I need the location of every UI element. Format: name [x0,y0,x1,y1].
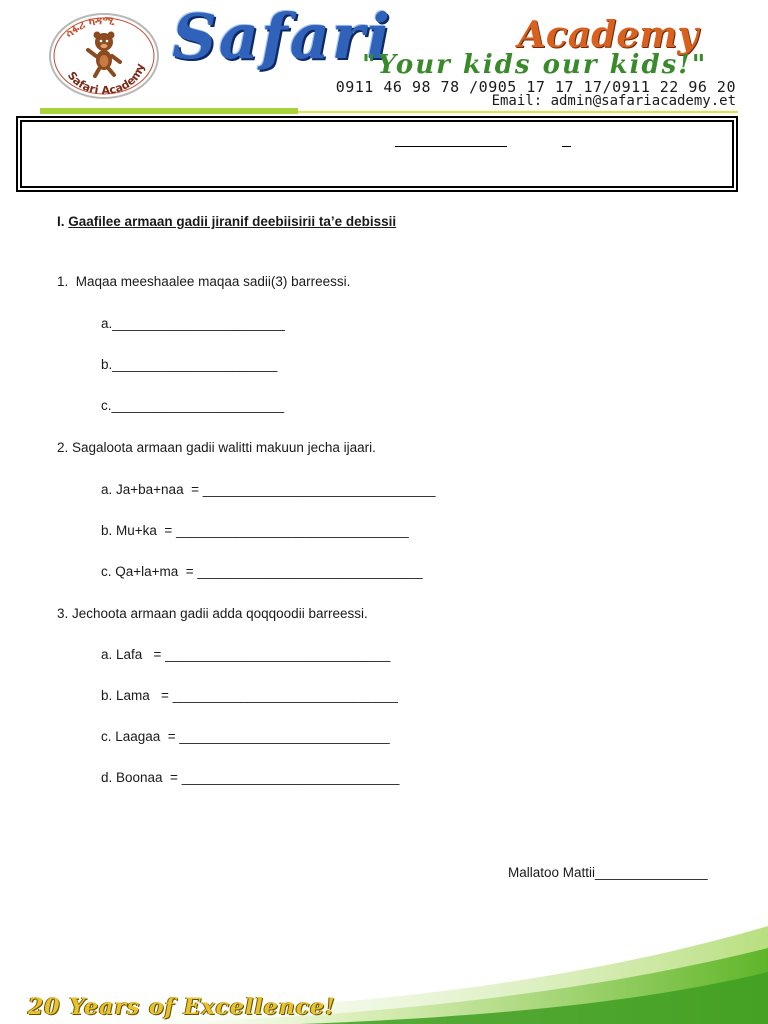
brand-academy-logo: Academy [518,14,699,56]
question-2-answer-b[interactable]: b. Mu+ka = _______________________________ [101,523,409,538]
question-3-answer-a[interactable]: a. Lafa = ______________________________ [101,647,391,662]
contact-phones: 0911 46 98 78 /0905 17 17 17/0911 22 96 20 [335,78,736,96]
footer-slogan: 20 Years of Excellence! [28,994,336,1020]
question-3-answer-c[interactable]: c. Laagaa = ____________________________ [101,729,390,744]
info-blank-field[interactable] [395,146,507,147]
question-2-answer-c[interactable]: c. Qa+la+ma = ______________________________ [101,564,423,579]
question-1-answer-a[interactable]: a._______________________ [101,316,285,331]
section-title: Gaafilee armaan gadii jiranif deebiisirii ta’e debissii [68,214,397,229]
section-heading [57,214,396,229]
question-2-prompt: 2. Sagaloota armaan gadii walitti makuun jecha ijaari. [57,440,376,455]
question-3-answer-d[interactable]: d. Boonaa = _____________________________ [101,770,400,785]
student-info-box [16,116,738,192]
seal-text-bottom: Safari Academy [64,62,148,98]
contact-email: Email: admin@safariacademy.et [491,93,736,109]
question-3-answer-b[interactable]: b. Lama = ______________________________ [101,688,398,703]
seal-text-top: ሳፋሪ ካዳሚ [62,13,115,41]
info-blank-field-short[interactable] [562,146,571,147]
brand-name-logo: Safari [172,0,393,73]
brand-tagline: "Your kids our kids!" [362,50,708,80]
header-divider-accent [40,108,298,114]
question-1-prompt: 1. Maqaa meeshaalee maqaa sadii(3) barreessi. [57,274,351,289]
safari-academy-seal-logo [48,10,160,100]
section-numeral: I. [57,214,65,229]
question-2-answer-a[interactable]: a. Ja+ba+naa = _______________________________ [101,482,436,497]
question-1-answer-b[interactable]: b.______________________ [101,357,278,372]
question-3-prompt: 3. Jechoota armaan gadii adda qoqqoodii barreessi. [57,606,368,621]
question-1-answer-c[interactable]: c._______________________ [101,398,285,413]
teacher-signature-line[interactable]: Mallatoo Mattii_______________ [508,865,708,880]
header-divider-line [298,111,738,113]
